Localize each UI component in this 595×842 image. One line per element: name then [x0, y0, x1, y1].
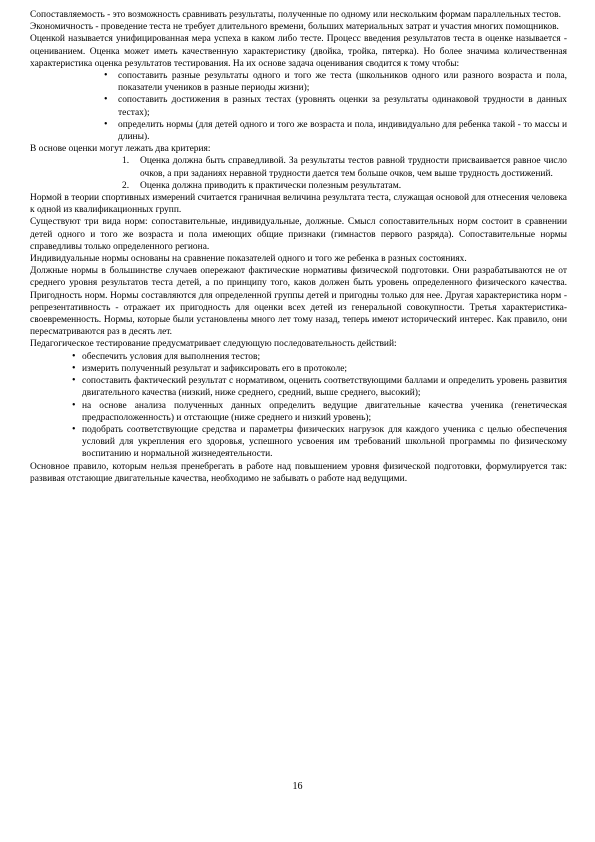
testing-steps-list: [30, 351, 567, 461]
list-item: • сопоставить достижения в разных тестах (уровнять оценки за результаты одинаковой трудности в данных тестах);: [104, 94, 567, 118]
list-item: • подобрать соответствующие средства и параметры физических нагрузок для каждого ученика с целью обеспечения условий для укрепления его здоровья, успешного усвоения им требований школьной программы по физическому воспитанию и нормальной жизнедеятельности.: [72, 424, 567, 461]
list-item: • сопоставить фактический результат с нормативом, оценить соответствующими баллами и определить уровень развития двигательного качества (низкий, ниже среднего, средний, выше среднего, высокий);: [72, 375, 567, 399]
paragraph-testing-sequence: Педагогическое тестирование предусматривает следующую последовательность действий:: [30, 339, 397, 350]
list-item: [122, 180, 567, 192]
list-item: [122, 155, 567, 179]
list-item-number: 2.: [122, 180, 130, 191]
list-item: • определить нормы (для детей одного и того же возраста и пола, индивидуально для ребенка такой - то массы и длины).: [104, 119, 567, 143]
list-item-text: Оценка должна приводить к практически полезным результатам.: [140, 180, 402, 191]
list-item: • на основе анализа полученных данных определить ведущие двигательные качества ученика (генетическая предрасположенность) и отстающие (ниже среднего и низкий уровень);: [72, 400, 567, 424]
page-body: [30, 9, 567, 485]
paragraph-norm-types: Существуют три вида норм: сопоставительные, индивидуальные, должные. Смысл сопоставительных норм состоит в сравнении детей одного и того же возраста и пола имеющих общие признаки (гимнастов первого разряда). Сопоставительные нормы справедливы только определенного региона.: [30, 217, 567, 252]
paragraph-individual-norms: Индивидуальные нормы основаны на сравнение показателей одного и того же ребенка в разных состояниях.: [30, 254, 467, 265]
page-number: 16: [292, 781, 303, 792]
assessment-goals-list: [30, 70, 567, 143]
list-item: • сопоставить разные результаты одного и того же теста (школьников одного или разного возраста и пола, показатели учеников в разные периоды жизни);: [104, 70, 567, 94]
list-item: • обеспечить условия для выполнения тестов;: [72, 351, 567, 363]
list-item-number: 1.: [122, 156, 130, 167]
paragraph-main-rule: Основное правило, которым нельзя пренебрегать в работе над повышением уровня физической подготовки, формулируется так: развивая отстающие двигательные качества, необходимо не забывать о работе над ведущими.: [30, 461, 567, 484]
paragraph-assessment: Оценкой называется унифицированная мера успеха в каком либо тесте. Процесс введения результатов теста в оценке называется - оцениванием. Оценка может иметь качественную характеристику (двойка, тройка, пятерка). Но более значима количественная характеристика оценка результатов тестирования. На их основе задача оценивания сводится к тому чтобы:: [30, 34, 567, 69]
paragraph-norm-definition: Нормой в теории спортивных измерений считается граничная величина результата теста, служащая основой для отнесения человека к одной из квалификационных групп.: [30, 193, 567, 216]
paragraph-economy: Экономичность - проведение теста не требует длительного времени, больших материальных затрат и участия многих помощников.: [30, 22, 559, 33]
list-item-text: Оценка должна быть справедливой. За результаты тестов равной трудности присваивается равное число очков, а при заданиях неравной трудности дается тем больше очков, чем выше трудность достижений.: [140, 156, 567, 179]
paragraph-criteria-intro: В основе оценки могут лежать два критерия:: [30, 144, 211, 155]
paragraph-required-norms: Должные нормы в большинстве случаев опережают фактические нормативы физической подготовки. Они разрабатываются не от среднего уровня результатов теста детей, а по принципу того, каков должен быть уровень определенного физического качества. Пригодность норм. Нормы составляются для определенной группы детей и пригодны только для нее. Другая характеристика норм - репрезентативность - отражает их пригодность для оценки всех детей из генеральной совокупности. Третья характеристика-своевременность. Нормы, которые были установлены много лет тому назад, теперь имеют исторический интерес. Как правило, они пересматриваются раз в десять лет.: [30, 266, 567, 338]
paragraph-comparability: Сопоставляемость - это возможность сравнивать результаты, полученные по одному или нескольким формам параллельных тестов.: [30, 10, 561, 20]
criteria-list: [30, 155, 567, 192]
list-item: • измерить полученный результат и зафиксировать его в протоколе;: [72, 363, 567, 375]
